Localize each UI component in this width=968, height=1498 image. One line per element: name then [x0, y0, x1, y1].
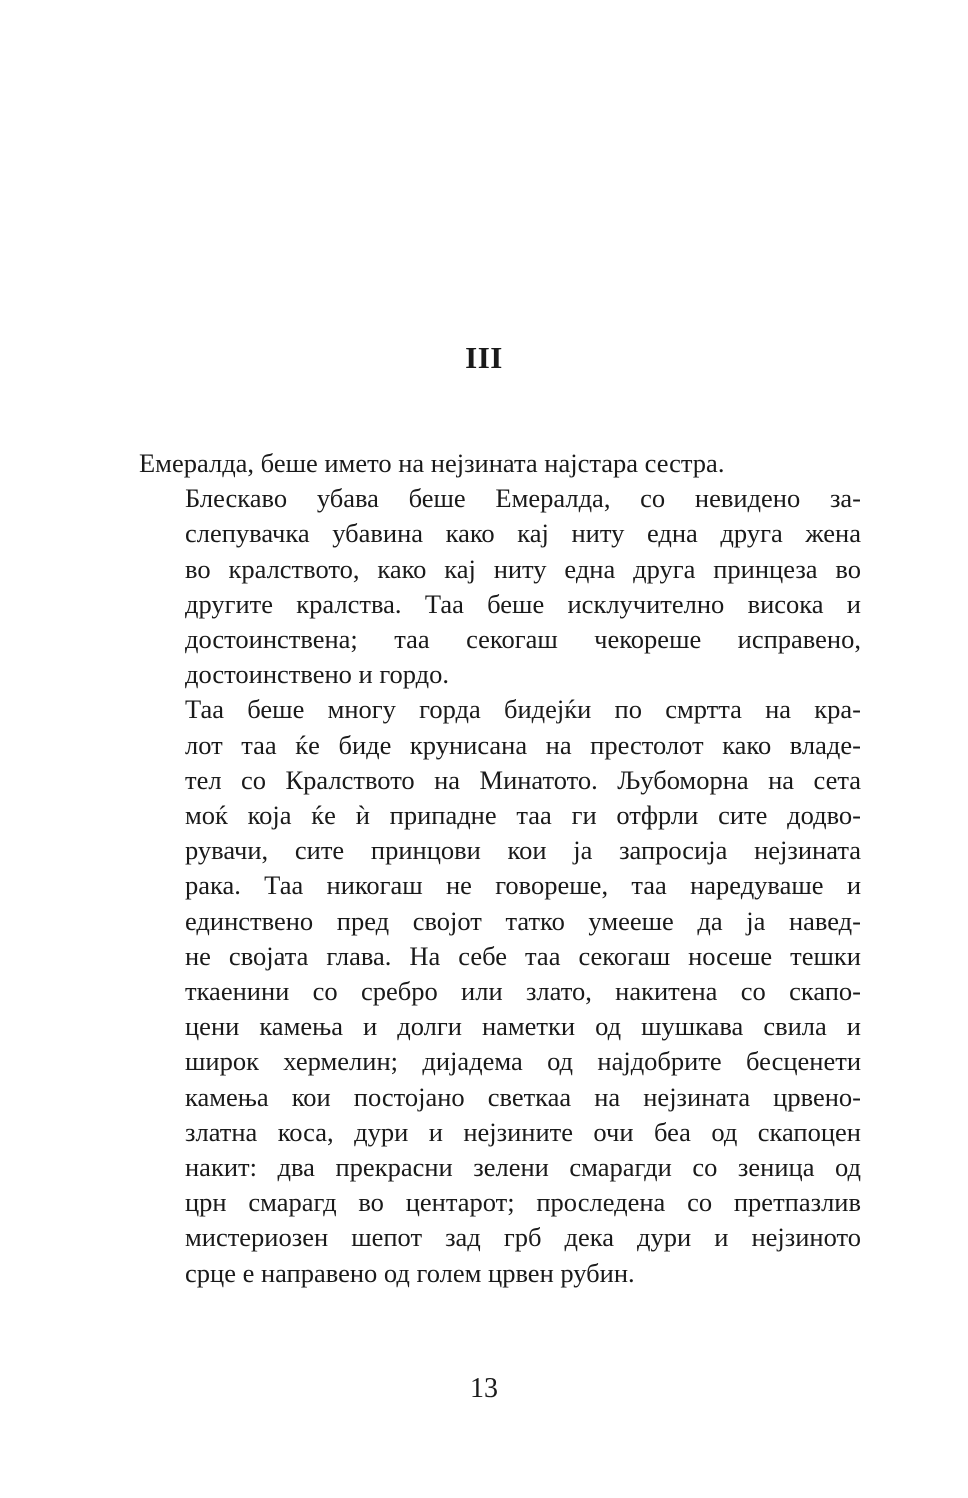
- text-line: срце е направено од голем црвен рубин.: [185, 1257, 635, 1288]
- text-line: Таа беше многу горда бидејќи по смртта на кра-: [185, 694, 861, 725]
- text-line: златна коса, дури и нејзините очи беа од скапоцен: [185, 1116, 861, 1147]
- text-line: тел со Кралството на Минатото. Љубоморна на сета: [185, 764, 861, 795]
- text-line: достоинствена; таа секогаш чекореше исправено,: [185, 624, 861, 655]
- text-line: лот таа ќе биде крунисана на престолот како владе-: [185, 729, 861, 760]
- text-line: рувачи, сите принцови кои ја запросија нејзината: [185, 835, 861, 866]
- text-line: другите кралства. Таа беше исклучително висока и: [185, 588, 861, 619]
- text-line: камења кои постојано светкаа на нејзината црвено-: [185, 1081, 861, 1112]
- paragraph-2: [139, 481, 861, 692]
- text-line: широк хермелин; дијадема од најдобрите бесценети: [185, 1046, 861, 1077]
- text-line: ткаенини со сребро или злато, накитена со скапо-: [185, 976, 861, 1007]
- text-line: Блескаво убава беше Емералда, со невидено за-: [185, 483, 861, 514]
- text-line: единствено пред својот татко умееше да ја навед-: [185, 905, 861, 936]
- text-line: рака. Таа никогаш не говореше, таа наредуваше и: [185, 870, 861, 901]
- text-line: слепувачка убавина како кај ниту една друга жена: [185, 518, 861, 549]
- text-line: црн смарагд во центарот; проследена со претпазлив: [185, 1187, 861, 1218]
- text-line: накит: два прекрасни зелени смарагди со зеница од: [185, 1152, 861, 1183]
- paragraph-1: [139, 446, 861, 481]
- text-line: во кралството, како кај ниту една друга принцеза во: [185, 553, 861, 584]
- body-text-block: [139, 446, 861, 1291]
- page-number: 13: [470, 1373, 498, 1404]
- text-line: не својата глава. На себе таа секогаш носеше тешки: [185, 940, 861, 971]
- text-line: цени камења и долги наметки од шушкава свила и: [185, 1011, 861, 1042]
- text-line: Емералда, беше името на нејзината најстара сестра.: [139, 448, 725, 478]
- text-line: достоинствено и гордо.: [185, 659, 450, 690]
- paragraph-3: [139, 692, 861, 1290]
- chapter-heading: III: [465, 340, 503, 375]
- text-line: мистериозен шепот зад грб дека дури и нејзиното: [185, 1222, 861, 1253]
- text-line: моќ која ќе ѝ припадне таа ги отфрли сите додво-: [185, 800, 861, 831]
